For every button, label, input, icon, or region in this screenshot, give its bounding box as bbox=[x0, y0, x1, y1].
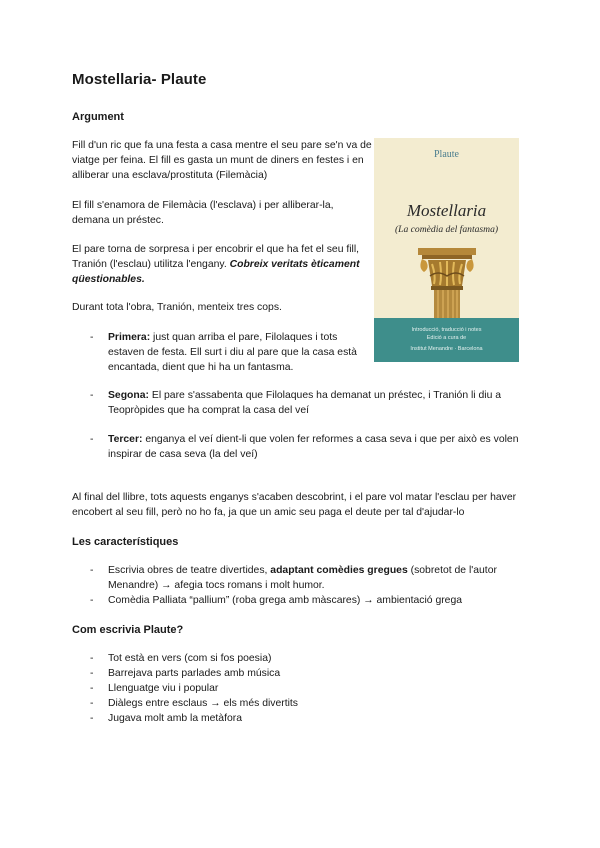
how-heading: Com escrivia Plaute? bbox=[72, 624, 184, 636]
lie-text: El pare s'assabenta que Filolaques ha demanat un préstec, i Tranión li diu a Teopròpides que ha comprat la casa del veí bbox=[108, 390, 502, 416]
argument-paragraph-3-text: El pare torna de sorpresa i per encobrir el que ha fet el seu fill, Tranión (l'esclau) utilitza l'engany. bbox=[72, 244, 360, 270]
characteristics-heading: Les característiques bbox=[72, 536, 179, 548]
how-item: Jugava molt amb la metàfora bbox=[108, 713, 242, 724]
lie-label: Segona: bbox=[108, 390, 149, 401]
argument-paragraph-1: Fill d'un ric que fa una festa a casa mentre el seu pare se'n va de viatge per feina. El fill es gasta un munt de diners en festes i en alliberar una esclava/prostituta (Filemàcia) bbox=[72, 140, 372, 181]
characteristic-text: Comèdia Palliata “pallium” (roba grega amb màscares) → ambientació grega bbox=[108, 595, 463, 606]
list-item: - Jugava molt amb la metàfora bbox=[90, 713, 242, 724]
lies-list-continued bbox=[72, 432, 532, 462]
how-item: Tot està en vers (com si fos poesia) bbox=[108, 653, 272, 664]
cover-band-line: Introducció, traducció i notes bbox=[411, 327, 482, 333]
lie-text: enganya el veí dient-li que volen fer reformes a casa seva i que per això es volen inspirar de casa seva (la del veí) bbox=[108, 434, 519, 460]
argument-paragraph-3 bbox=[72, 242, 372, 287]
list-item: - Tot està en vers (com si fos poesia) bbox=[90, 653, 272, 664]
argument-conclusion: Al final del llibre, tots aquests enganys s'acaben descobrint, i el pare vol matar l'esclau per haver encobert al seu fill, però no ho fa, ja que un amic seu paga el deute per tal d'ajudar-lo bbox=[72, 492, 517, 518]
ethics-emphasis: Cobreix veritats èticament qüestionables. bbox=[72, 259, 360, 285]
how-item: Barrejava parts parlades amb música bbox=[108, 668, 281, 679]
argument-paragraph-2: El fill s'enamora de Filemàcia (l'esclava) i per alliberar-la, demana un préstec. bbox=[72, 200, 334, 226]
corinthian-column-icon bbox=[416, 246, 478, 318]
list-item: - Diàlegs entre esclaus → els més divertits bbox=[90, 698, 298, 709]
list-item: - Primera: just quan arriba el pare, Filolaques i tots estaven de festa. Ell surt i diu al pare que la casa està encantada, dient que hi ha un fantasma. bbox=[90, 332, 357, 373]
how-item: Llenguatge viu i popular bbox=[108, 683, 219, 694]
cover-band-line: Edició a cura de bbox=[426, 335, 467, 341]
book-cover bbox=[374, 138, 519, 362]
characteristic-text: Escrivia obres de teatre divertides, bbox=[108, 565, 271, 576]
how-list bbox=[72, 651, 532, 726]
lie-label: Primera: bbox=[108, 332, 151, 343]
how-item: Diàlegs entre esclaus → els més divertits bbox=[108, 698, 298, 709]
argument-heading: Argument bbox=[72, 111, 124, 123]
page-title: Mostellaria- Plaute bbox=[72, 71, 207, 88]
argument-paragraph-4: Durant tota l'obra, Tranión, menteix tres cops. bbox=[72, 302, 282, 313]
list-item: - Comèdia Palliata “pallium” (roba grega amb màscares) → ambientació grega bbox=[90, 595, 463, 606]
characteristic-text: (sobretot de l'autor Menandre) → afegia tocs romans i molt humor. bbox=[108, 565, 497, 591]
cover-band bbox=[374, 318, 519, 362]
list-item: - Llenguatge viu i popular bbox=[90, 683, 219, 694]
lie-text: just quan arriba el pare, Filolaques i tots estaven de festa. Ell surt i diu al pare que la casa està encantada, dient que hi ha un fantasma. bbox=[108, 332, 357, 373]
list-item: - Escrivia obres de teatre divertides, adaptant comèdies gregues (sobretot de l'autor Menandre) → afegia tocs romans i molt humor. bbox=[90, 565, 497, 591]
characteristics-list bbox=[72, 563, 532, 608]
lies-list-continued bbox=[72, 388, 532, 418]
list-item: - Barrejava parts parlades amb música bbox=[90, 668, 281, 679]
cover-title: Mostellaria bbox=[406, 201, 487, 220]
cover-subtitle: (La comèdia del fantasma) bbox=[394, 224, 499, 235]
cover-band-line: Institut Menandre · Barcelona bbox=[410, 346, 483, 352]
cover-author: Plaute bbox=[434, 149, 459, 160]
lies-list bbox=[72, 330, 372, 375]
characteristic-bold: adaptant comèdies gregues bbox=[270, 565, 408, 576]
list-item: - Segona: El pare s'assabenta que Filolaques ha demanat un préstec, i Tranión li diu a Teopròpides que ha comprat la casa del veí bbox=[90, 390, 502, 416]
lie-label: Tercer: bbox=[108, 434, 143, 445]
list-item: - Tercer: enganya el veí dient-li que volen fer reformes a casa seva i que per això es volen inspirar de casa seva (la del veí) bbox=[90, 434, 519, 460]
